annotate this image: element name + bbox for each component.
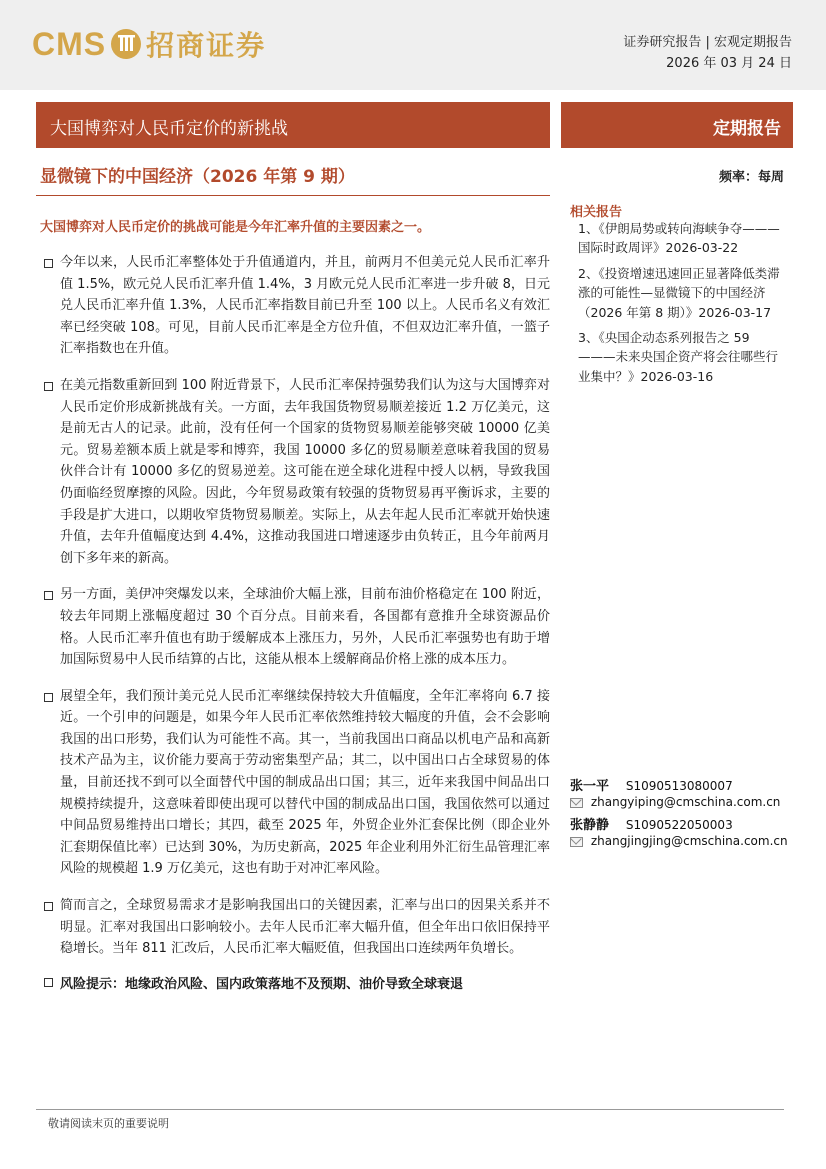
author-row: [570, 814, 800, 833]
report-frequency: 频率：每周: [718, 170, 784, 185]
report-date: 2026 年 03 月 24 日: [666, 56, 792, 71]
envelope-icon: [570, 798, 583, 808]
body-paragraph: [44, 252, 550, 360]
bullet-square-icon: [44, 978, 53, 987]
related-report-link[interactable]: 1、《伊朗局势或转向海峡争夺———国际时政周评》2026-03-22: [578, 221, 780, 256]
body-paragraph: [44, 375, 550, 569]
author-email[interactable]: zhangyiping@cmschina.com.cn: [590, 795, 781, 809]
envelope-icon: [570, 837, 583, 847]
bullet-square-icon: [44, 259, 53, 268]
author-row: [570, 775, 800, 794]
report-tag: 定期报告: [713, 119, 781, 139]
logo-emblem-icon: [111, 29, 141, 59]
report-title: 显微镜下的中国经济（2026 年第 9 期）: [40, 167, 355, 187]
author-email-row: [570, 834, 788, 848]
report-type: 证券研究报告 | 宏观定期报告: [623, 35, 792, 50]
related-reports-heading: 相关报告: [570, 205, 623, 220]
logo-chinese: 招商证券: [146, 29, 267, 62]
paragraph-text: 今年以来，人民币汇率整体处于升值通道内，并且，前两月不但美元兑人民币汇率升值 1.5%，欧元兑人民币汇率升值 1.4%，3 月欧元兑人民币汇率进一步升破 8，日元兑人民币汇率升值 1.3%，人民币汇率指数目前已升至 100 以上。人民币名义有效汇率已经突破 108。可见，目前人民币汇率是全方位升值，不但双边汇率升值，一篮子汇率指数也在升值。: [60, 255, 550, 357]
bullet-square-icon: [44, 693, 53, 702]
body-paragraph: [44, 686, 550, 880]
body-column: [44, 252, 550, 992]
paragraph-text: 另一方面，美伊冲突爆发以来，全球油价大幅上涨，目前布油价格稳定在 100 附近，较去年同期上涨幅度超过 30 个百分点。目前来看，各国都有意推升全球资源品价格。人民币汇率升值也有助于缓解成本上涨压力，另外，人民币汇率强势也有助于增加国际贸易中人民币结算的占比，这能从根本上缓解商品价格上涨的成本压力。: [60, 587, 550, 668]
paragraph-text: 简而言之，全球贸易需求才是影响我国出口的关键因素，汇率与出口的因果关系并不明显。汇率对我国出口影响较小。去年人民币汇率大幅升值，但全年出口依旧保持平稳增长。当年 811 汇改后，人民币汇率大幅贬值，但我国出口连续两年负增长。: [60, 898, 550, 957]
risk-warning: [44, 973, 550, 992]
footer-divider: [36, 1109, 784, 1110]
report-tag-banner: [561, 102, 793, 148]
author-name: 张一平: [570, 779, 610, 794]
risk-text: 风险提示：地缘政治风险、国内政策落地不及预期、油价导致全球衰退: [60, 976, 464, 992]
title-divider: [36, 195, 550, 196]
logo-latin: CMS: [32, 25, 107, 62]
author-email-row: [570, 795, 780, 809]
summary-line: 大国博弈对人民币定价的挑战可能是今年汇率升值的主要因素之一。: [40, 220, 431, 235]
bullet-square-icon: [44, 591, 53, 600]
body-paragraph: [44, 584, 550, 670]
page-header: [0, 0, 826, 90]
subtitle-banner: [36, 102, 550, 148]
author-cert: S1090513080007: [625, 779, 733, 793]
related-report-link[interactable]: 2、《投资增速迅速回正显著降低类滞涨的可能性—显微镜下的中国经济（2026 年第 8 期）》2026-03-17: [578, 265, 780, 320]
related-report-link[interactable]: 3、《央国企动态系列报告之 59———未来央国企资产将会往哪些行业集中？》2026-03-16: [578, 330, 779, 384]
cms-logo: [32, 24, 266, 64]
bullet-square-icon: [44, 902, 53, 911]
paragraph-text: 在美元指数重新回到 100 附近背景下，人民币汇率保持强势我们认为这与大国博弈对人民币定价形成新挑战有关。一方面，去年我国货物贸易顺差接近 1.2 万亿美元，这是前无古人的记录。此前，没有任何一个国家的货物贸易顺差能够突破 10000 亿美元。贸易差额本质上就是零和博弈，我国 10000 多亿的贸易顺差意味着我国的贸易伙伴合计有 10000 多亿的贸易逆差。这可能在逆全球化进程中授人以柄，导致我国仍面临经贸摩擦的风险。因此，今年贸易政策有较强的货物贸易再平衡诉求，主要的手段是扩大进口，以期收窄货物贸易顺差。实际上，从去年起人民币汇率就开始快速升值，去年升值幅度达到 4.4%，这推动我国进口增速逐步由负转正，且今年前两月创下多年来的新高。: [60, 377, 550, 566]
author-name: 张静静: [570, 818, 610, 833]
report-subtitle: 大国博弈对人民币定价的新挑战: [50, 119, 288, 139]
paragraph-text: 展望全年，我们预计美元兑人民币汇率继续保持较大升值幅度，全年汇率将向 6.7 接近。一个引申的问题是，如果今年人民币汇率依然维持较大幅度的升值，会不会影响我国的出口形势，我们认为可能性不高。其一，当前我国出口商品以机电产品和高新技术产品为主，议价能力要高于劳动密集型产品；其二，以中国出口占全球贸易的体量，目前还找不到可以全面替代中国的制成品出口国；其三，近年来我国中间品出口规模持续提升，这意味着即使出现可以替代中国的制成品出口国，我国依然可以通过中间品贸易维持出口增长；其四，截至 2025 年，外贸企业外汇套保比例（即企业外汇套期保值比率）已达到 30%，为历史新高，2025 年企业利用外汇衍生品管理汇率风险的规模超 1.9 万亿美元，这也有助于对冲汇率风险。: [60, 688, 550, 877]
footer-note: 敬请阅读末页的重要说明: [48, 1117, 169, 1130]
related-reports-list: [578, 219, 786, 392]
author-email[interactable]: zhangjingjing@cmschina.com.cn: [590, 834, 788, 848]
author-cert: S1090522050003: [625, 818, 733, 832]
body-paragraph: [44, 895, 550, 960]
bullet-square-icon: [44, 382, 53, 391]
